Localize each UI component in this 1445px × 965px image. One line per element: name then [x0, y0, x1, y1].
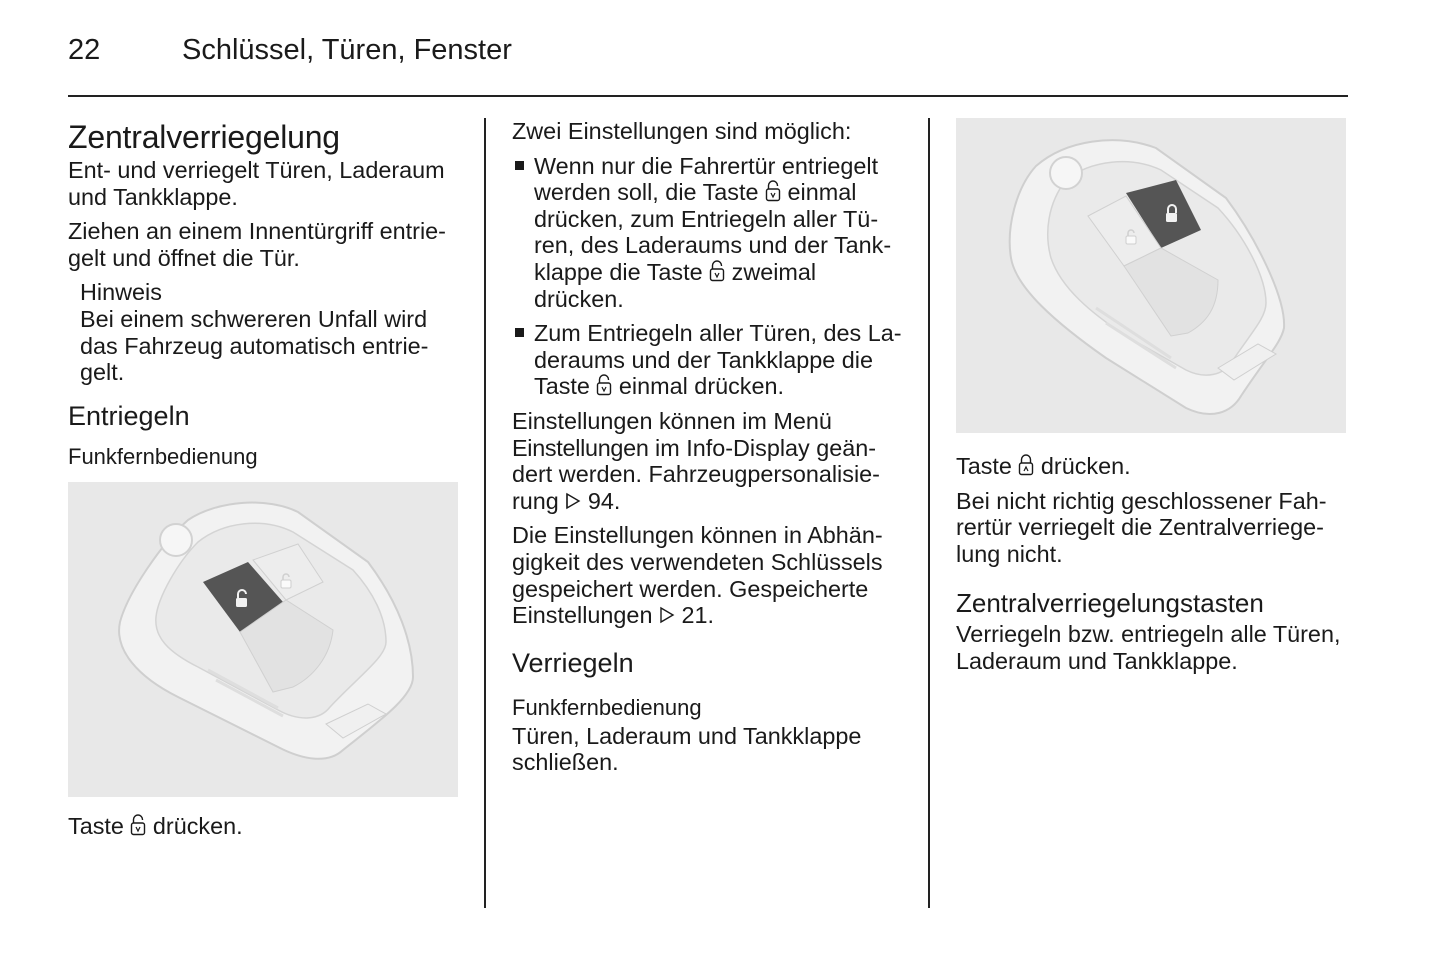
cross-reference-icon [659, 606, 675, 624]
paragraph: Die Einstellungen können in Abhängigkeit des verwendeten Schlüssels gespeichert werden. Gespeicherte Einstellungen 21. [512, 522, 883, 629]
unlock-icon [130, 814, 146, 836]
subsubsection-heading: Funkfernbedienung [512, 694, 702, 720]
column-divider-1 [484, 118, 486, 908]
note-box [68, 279, 458, 385]
lock-icon [1018, 454, 1034, 476]
key-fob-unlock-illustration [68, 482, 458, 797]
figure-caption: Taste drücken. [956, 453, 1131, 479]
settings-list [512, 153, 907, 400]
subsection-heading: Verriegeln [512, 647, 634, 678]
bullet [515, 328, 524, 337]
figure-caption: Taste drücken. [68, 812, 243, 839]
column-3 [956, 118, 1348, 683]
subsection-heading: Entriegeln [68, 400, 190, 431]
paragraph: Verriegeln bzw. entriegeln alle Türen, Laderaum und Tankklappe. [956, 621, 1341, 674]
column-2 [512, 118, 907, 784]
section-heading: Zentralverriegelung [68, 119, 340, 155]
paragraph: Ziehen an einem Innentürgriff entriegelt und öffnet die Tür. [68, 218, 446, 271]
page-title: Schlüssel, Türen, Fenster [182, 34, 512, 66]
unlock-icon [596, 374, 612, 396]
header-rule [68, 95, 1348, 97]
paragraph: Zwei Einstellungen sind möglich: [512, 118, 852, 144]
unlock-icon [765, 180, 781, 202]
subsection-heading: Zentralverriegelungstasten [956, 588, 1264, 619]
cross-reference-icon [565, 492, 581, 510]
key-fob-lock-illustration [956, 118, 1346, 433]
list-item: Zum Entriegeln aller Türen, des Laderaums und der Tankklappe die Taste einmal drücken. [512, 320, 907, 400]
note-text: Bei einem schwereren Unfall wird das Fahrzeug automatisch entriegelt. [80, 305, 429, 386]
page-number: 22 [68, 34, 101, 66]
bullet [515, 161, 524, 170]
menu-name: Einstellungen [512, 434, 649, 461]
list-item: Wenn nur die Fahrertür entriegelt werden soll, die Taste einmal drücken, zum Entriegeln aller Türen, des Laderaums und der Tankklappe die Taste zweimal drücken. [512, 153, 907, 313]
column-divider-2 [928, 118, 930, 908]
note-title: Hinweis [80, 279, 162, 306]
paragraph: Türen, Laderaum und Tankklappe schließen. [512, 722, 862, 776]
paragraph: Bei nicht richtig geschlossener Fahrertür verriegelt die Zentralverriegelung nicht. [956, 487, 1327, 567]
paragraph: Einstellungen können im Menü Einstellungen im Info-Display geändert werden. Fahrzeugpersonalisierung 94. [512, 407, 880, 514]
unlock-icon [709, 260, 725, 282]
paragraph: Ent- und verriegelt Türen, Laderaum und Tankklappe. [68, 157, 445, 210]
subsubsection-heading: Funkfernbedienung [68, 443, 258, 469]
column-1 [68, 118, 458, 847]
